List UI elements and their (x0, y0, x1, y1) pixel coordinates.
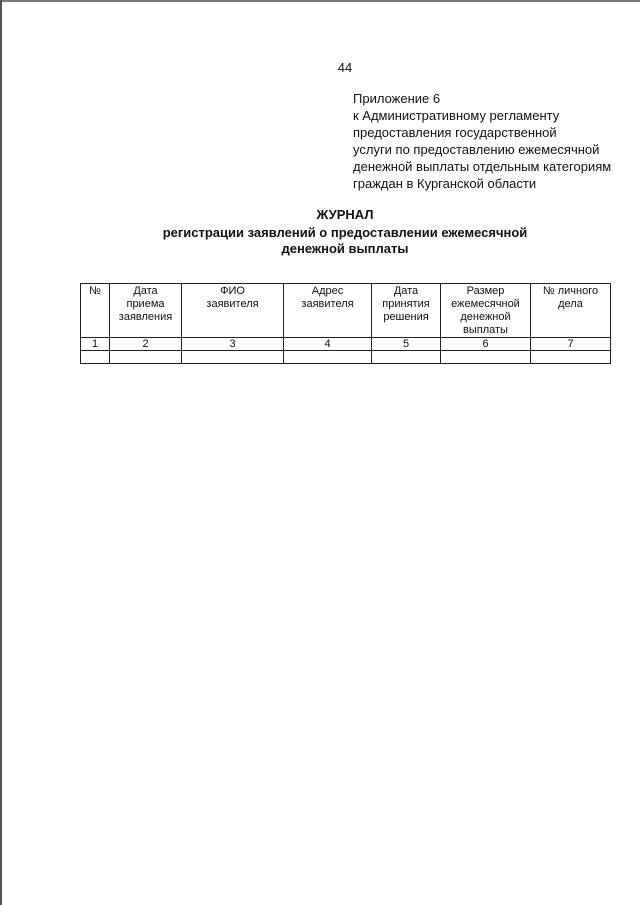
appendix-line: предоставления государственной (353, 125, 557, 140)
appendix-line: услуги по предоставлению ежемесячной (353, 142, 600, 157)
scan-edge-top (0, 0, 640, 2)
column-number-cell: 4 (284, 338, 372, 351)
header-label: Размер ежемесячной денежной выплаты (451, 285, 520, 336)
header-cell-date-received (110, 284, 182, 338)
table-cell (441, 351, 531, 364)
journal-title: ЖУРНАЛ (316, 207, 374, 222)
registration-table (80, 283, 611, 364)
journal-subtitle-line: регистрации заявлений о предоставлении ежемесячной (162, 225, 528, 240)
header-label: ФИО заявителя (206, 285, 259, 310)
column-number-cell: 1 (81, 338, 110, 351)
table-cell (284, 351, 372, 364)
header-cell-payment-amount (441, 284, 531, 338)
header-label: № личного дела (542, 285, 599, 310)
header-cell-applicant-name (182, 284, 284, 338)
column-number-cell: 7 (531, 338, 611, 351)
header-label: № (89, 285, 101, 297)
header-cell-decision-date (372, 284, 441, 338)
journal-subtitle (0, 225, 640, 257)
appendix-line: граждан в Курганской области (353, 176, 537, 191)
appendix-line: денежной выплаты отдельным категориям (353, 159, 612, 174)
table-row (81, 351, 611, 364)
header-label: Адрес заявителя (301, 285, 354, 310)
header-label: Дата принятия решения (382, 285, 430, 323)
table-cell (531, 351, 611, 364)
table-cell (182, 351, 284, 364)
column-number-cell: 2 (110, 338, 182, 351)
header-cell-applicant-address (284, 284, 372, 338)
column-number-cell: 5 (372, 338, 441, 351)
table-cell (81, 351, 110, 364)
table-row-column-numbers (81, 338, 611, 351)
header-cell-case-number (531, 284, 611, 338)
appendix-note (353, 90, 611, 192)
appendix-line: к Административному регламенту (353, 108, 560, 123)
header-label: Дата приема заявления (118, 285, 173, 323)
column-number-cell: 3 (182, 338, 284, 351)
journal-subtitle-line: денежной выплаты (281, 241, 409, 256)
table-cell (110, 351, 182, 364)
column-number-cell: 6 (441, 338, 531, 351)
page-number: 44 (337, 60, 353, 75)
header-cell-number (81, 284, 110, 338)
table-cell (372, 351, 441, 364)
table-header-row (81, 284, 611, 338)
appendix-line: Приложение 6 (353, 91, 441, 106)
scan-edge-left (0, 0, 2, 905)
